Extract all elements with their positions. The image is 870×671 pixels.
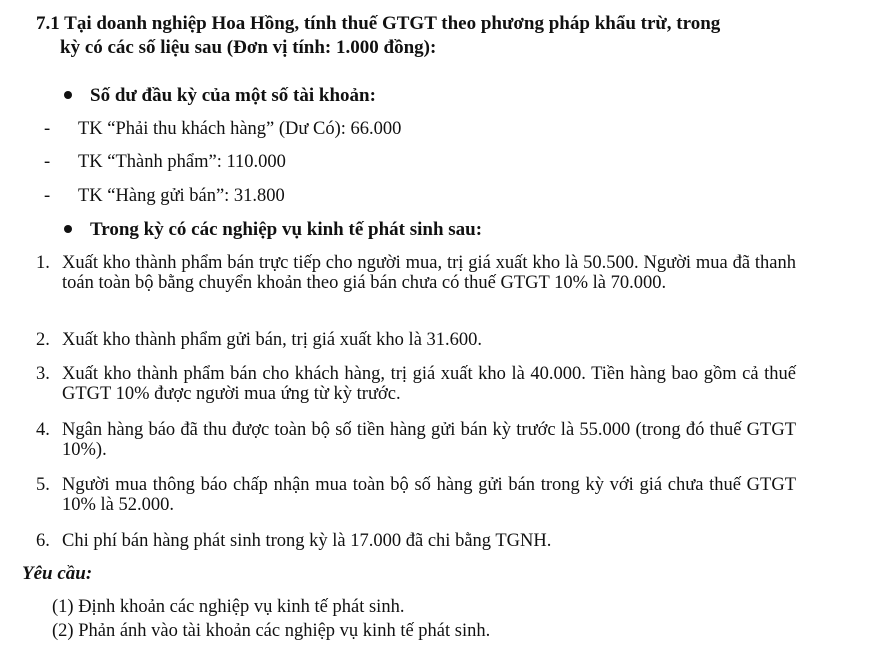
transaction-item — [36, 531, 796, 551]
transaction-item — [36, 420, 796, 460]
balance-item-text: TK “Thành phẩm”: 110.000 — [78, 152, 286, 172]
transactions-heading — [64, 218, 482, 242]
item-number: 6. — [36, 531, 50, 551]
balance-item — [44, 150, 286, 174]
transaction-item — [36, 364, 796, 404]
item-text: Ngân hàng báo đã thu được toàn bộ số tiền hàng gửi bán kỳ trước là 55.000 (trong đó thuế GTGT 10%). — [62, 420, 796, 460]
item-number: 1. — [36, 253, 50, 273]
item-text: Người mua thông báo chấp nhận mua toàn bộ số hàng gửi bán trong kỳ với giá chưa thuế GTGT 10% là 52.000. — [62, 475, 796, 515]
balances-heading — [64, 84, 376, 108]
bullet-dot-icon — [64, 225, 72, 233]
item-number: 4. — [36, 420, 50, 440]
dash-marker: - — [44, 119, 51, 139]
title-line-2: kỳ có các số liệu sau (Đơn vị tính: 1.000 đồng): — [60, 37, 437, 58]
item-text: Xuất kho thành phẩm gửi bán, trị giá xuất kho là 31.600. — [62, 330, 483, 350]
balance-item — [44, 184, 285, 208]
requirements-heading: Yêu cầu: — [22, 563, 93, 584]
item-text: Xuất kho thành phẩm bán cho khách hàng, trị giá xuất kho là 40.000. Tiền hàng bao gồm cả thuế GTGT 10% được người mua ứng từ kỳ trước. — [62, 364, 796, 404]
dash-marker: - — [44, 152, 51, 172]
balance-item-text: TK “Hàng gửi bán”: 31.800 — [78, 186, 285, 206]
balances-heading-text: Số dư đầu kỳ của một số tài khoản: — [90, 85, 376, 106]
transaction-item — [36, 475, 796, 515]
requirement-item: (1) Định khoản các nghiệp vụ kinh tế phát sinh. — [52, 597, 405, 617]
item-number: 3. — [36, 364, 50, 384]
balance-item — [44, 117, 401, 141]
transaction-item — [36, 253, 796, 293]
bullet-dot-icon — [64, 91, 72, 99]
item-text: Chi phí bán hàng phát sinh trong kỳ là 17.000 đã chi bằng TGNH. — [62, 531, 552, 551]
title-line-1: 7.1 Tại doanh nghiệp Hoa Hồng, tính thuế GTGT theo phương pháp khẩu trừ, trong — [36, 13, 721, 34]
exercise-title — [36, 12, 836, 60]
item-number: 2. — [36, 330, 50, 350]
item-text: Xuất kho thành phẩm bán trực tiếp cho người mua, trị giá xuất kho là 50.500. Người mua đã thanh toán toàn bộ bằng chuyển khoản theo giá bán chưa có thuế GTGT 10% là 70.000. — [62, 253, 796, 293]
transactions-heading-text: Trong kỳ có các nghiệp vụ kinh tế phát sinh sau: — [90, 219, 483, 240]
dash-marker: - — [44, 186, 51, 206]
requirement-item: (2) Phản ánh vào tài khoản các nghiệp vụ kinh tế phát sinh. — [52, 621, 491, 641]
balance-item-text: TK “Phải thu khách hàng” (Dư Có): 66.000 — [78, 119, 402, 139]
item-number: 5. — [36, 475, 50, 495]
transaction-item — [36, 330, 796, 350]
